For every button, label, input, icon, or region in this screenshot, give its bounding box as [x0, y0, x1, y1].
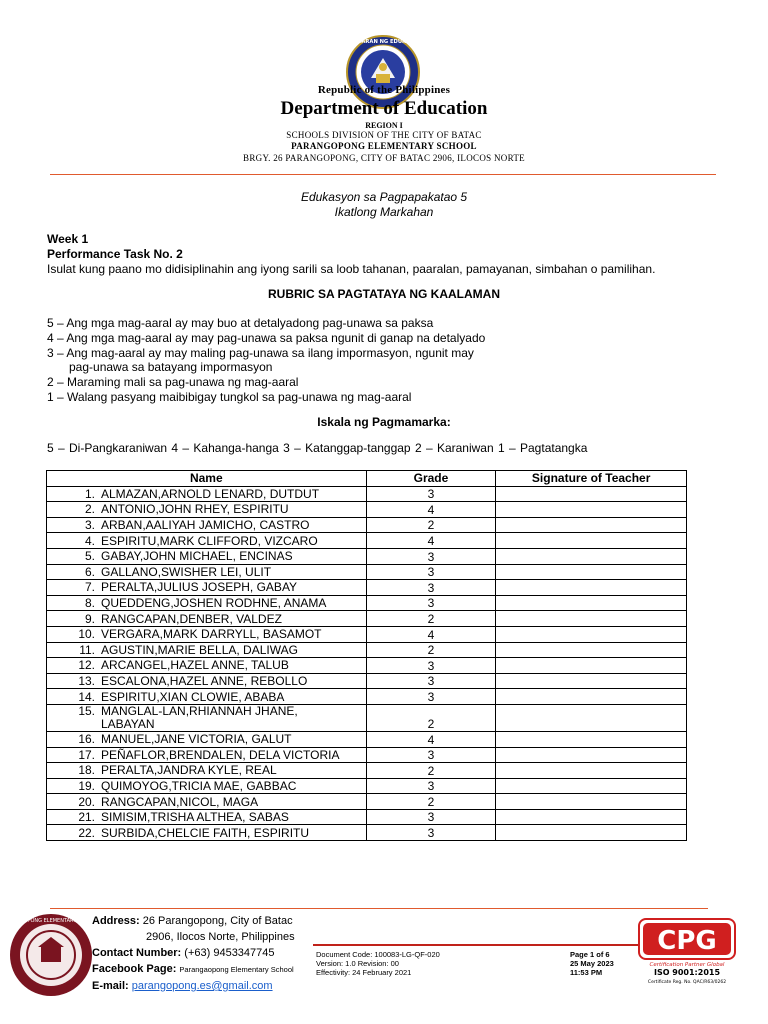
- row-number: 12.: [78, 658, 95, 673]
- row-number: 8.: [84, 596, 95, 611]
- grade-cell: 2: [366, 763, 496, 779]
- student-name: SURBIDA,CHELCIE FAITH, ESPIRITU: [101, 825, 310, 840]
- table-row: [47, 704, 687, 731]
- signature-cell: [496, 763, 687, 779]
- row-number: 20.: [78, 794, 95, 809]
- region-line: REGION I: [365, 121, 403, 130]
- table-row: [47, 778, 687, 794]
- student-name-continued: LABAYAN: [101, 716, 155, 731]
- signature-cell: [496, 689, 687, 705]
- row-number: 5.: [84, 549, 95, 564]
- table-row: [47, 658, 687, 674]
- grade-cell: 3: [366, 580, 496, 596]
- student-name: ALMAZAN,ARNOLD LENARD, DUTDUT: [101, 486, 320, 501]
- table-row: [47, 809, 687, 825]
- row-number: 16.: [78, 732, 95, 747]
- student-name-cell: [47, 731, 367, 747]
- rubric-title: RUBRIC SA PAGTATAYA NG KAALAMAN: [267, 287, 500, 301]
- row-number: 7.: [84, 580, 95, 595]
- student-name: VERGARA,MARK DARRYLL, BASAMOT: [101, 627, 322, 642]
- rubric-line: 1 – Walang pasyang maibibigay tungkol sa pag-unawa ng mag-aaral: [47, 389, 412, 404]
- cpg-caption: Certification Partner Global: [649, 962, 725, 968]
- table-row: [47, 794, 687, 810]
- table-row: [47, 689, 687, 705]
- footer-contact: [92, 913, 295, 994]
- row-number: 11.: [79, 642, 95, 657]
- student-name: GALLANO,SWISHER LEI, ULIT: [101, 564, 272, 579]
- task-instruction: Isulat kung paano mo didisiplinahin ang iyong sarili sa loob tahanan, paaralan, pamayanan, simbahan o pamilihan.: [47, 262, 656, 276]
- grade-cell: 3: [366, 564, 496, 580]
- table-row: [47, 548, 687, 564]
- grade-cell: 4: [366, 502, 496, 518]
- signature-cell: [496, 642, 687, 658]
- rubric-line: 2 – Maraming mali sa pag-unawa ng mag-aaral: [47, 375, 299, 390]
- signature-cell: [496, 611, 687, 627]
- student-name: PERALTA,JULIUS JOSEPH, GABAY: [101, 580, 298, 595]
- student-name: SIMISIM,TRISHA ALTHEA, SABAS: [101, 810, 289, 825]
- row-number: 17.: [78, 747, 95, 762]
- document-version: Version: 1.0 Revision: 00: [316, 959, 399, 968]
- signature-cell: [496, 809, 687, 825]
- signature-cell: [496, 704, 687, 731]
- grade-cell: 3: [366, 673, 496, 689]
- scale-title: Iskala ng Pagmamarka:: [317, 415, 451, 429]
- row-number: 6.: [84, 564, 95, 579]
- table-header-row: [47, 471, 687, 487]
- row-number: 14.: [78, 689, 95, 704]
- school-logo: [3, 912, 99, 998]
- signature-cell: [496, 548, 687, 564]
- student-name-cell: [47, 825, 367, 841]
- facebook-page: Parangaopong Elementary School: [179, 965, 294, 974]
- signature-cell: [496, 502, 687, 518]
- grade-cell: 3: [366, 548, 496, 564]
- rubric-list: [47, 316, 485, 405]
- signature-cell: [496, 794, 687, 810]
- table-row: [47, 642, 687, 658]
- student-name: MANUEL,JANE VICTORIA, GALUT: [101, 732, 292, 747]
- grade-cell: 3: [366, 658, 496, 674]
- student-name-cell: [47, 704, 367, 731]
- student-name: ARBAN,AALIYAH JAMICHO, CASTRO: [101, 518, 310, 533]
- cpg-certification-logo: [638, 918, 736, 986]
- header-signature: Signature of Teacher: [496, 471, 687, 487]
- grade-cell: 2: [366, 704, 496, 731]
- signature-cell: [496, 564, 687, 580]
- student-name-cell: [47, 564, 367, 580]
- signature-cell: [496, 533, 687, 549]
- grade-cell: 4: [366, 731, 496, 747]
- grade-cell: 2: [366, 642, 496, 658]
- grade-cell: 2: [366, 794, 496, 810]
- student-name-cell: [47, 502, 367, 518]
- student-name-cell: [47, 533, 367, 549]
- table-row: [47, 486, 687, 502]
- student-name-cell: [47, 658, 367, 674]
- grade-cell: 4: [366, 533, 496, 549]
- student-name: PERALTA,JANDRA KYLE, REAL: [101, 763, 277, 778]
- table-row: [47, 747, 687, 763]
- header-divider: [50, 174, 716, 175]
- school-address: BRGY. 26 PARANGOPONG, CITY OF BATAC 2906, ILOCOS NORTE: [243, 153, 525, 163]
- rubric-line: pag-unawa sa batayang impormasyon: [69, 360, 273, 375]
- signature-cell: [496, 778, 687, 794]
- print-time: 11:53 PM: [570, 968, 603, 977]
- grade-cell: 4: [366, 626, 496, 642]
- rubric-line: 4 – Ang mga mag-aaral ay may pag-unawa sa paksa ngunit di ganap na detalyado: [47, 330, 486, 345]
- row-number: 1.: [84, 486, 95, 501]
- signature-cell: [496, 595, 687, 611]
- grade-cell: 2: [366, 517, 496, 533]
- republic-line: Republic of the Philippines: [317, 84, 451, 96]
- grade-cell: 3: [366, 689, 496, 705]
- page-number: Page 1 of 6: [570, 950, 610, 959]
- table-row: [47, 564, 687, 580]
- student-name-cell: [47, 642, 367, 658]
- table-row: [47, 580, 687, 596]
- signature-cell: [496, 825, 687, 841]
- school-logo-text: PARANGOPONG ELEMENTARY SCHOOL: [3, 918, 99, 924]
- row-number: 10.: [78, 627, 95, 642]
- signature-cell: [496, 486, 687, 502]
- grade-cell: 3: [366, 595, 496, 611]
- seal-text: KAGAWARAN NG EDUKASYON: [339, 39, 427, 45]
- grade-cell: 3: [366, 809, 496, 825]
- student-name-cell: [47, 809, 367, 825]
- student-name: ANTONIO,JOHN RHEY, ESPIRITU: [101, 502, 289, 517]
- document-effectivity: Effectivity: 24 February 2021: [316, 968, 412, 977]
- week-label: Week 1: [47, 232, 89, 246]
- student-name: RANGCAPAN,DENBER, VALDEZ: [101, 611, 282, 626]
- address-label: Address:: [92, 915, 140, 927]
- table-row: [47, 763, 687, 779]
- division-line: SCHOOLS DIVISION OF THE CITY OF BATAC: [286, 130, 482, 140]
- signature-cell: [496, 747, 687, 763]
- iso-label: ISO 9001:2015: [653, 968, 721, 977]
- student-name: RANGCAPAN,NICOL, MAGA: [101, 794, 259, 809]
- student-name-cell: [47, 673, 367, 689]
- student-name: QUIMOYOG,TRICIA MAE, GABBAC: [101, 778, 297, 793]
- table-row: [47, 502, 687, 518]
- document-info: [316, 950, 440, 977]
- signature-cell: [496, 580, 687, 596]
- table-row: [47, 673, 687, 689]
- contact-label: Contact Number:: [92, 947, 182, 959]
- grade-cell: 3: [366, 778, 496, 794]
- page-info: [570, 950, 614, 977]
- school-name: PARANGOPONG ELEMENTARY SCHOOL: [291, 141, 477, 151]
- signature-cell: [496, 517, 687, 533]
- row-number: 3.: [84, 518, 95, 533]
- student-name: GABAY,JOHN MICHAEL, ENCINAS: [101, 549, 293, 564]
- student-name: ESCALONA,HAZEL ANNE, REBOLLO: [101, 674, 308, 689]
- student-name-cell: [47, 595, 367, 611]
- student-name-cell: [47, 611, 367, 627]
- student-name-cell: [47, 626, 367, 642]
- scale-legend: 5 – Di-Pangkaraniwan 4 – Kahanga-hanga 3 – Katanggap-tanggap 2 – Karaniwan 1 – Pagtatangka: [47, 441, 588, 455]
- grade-cell: 2: [366, 611, 496, 627]
- table-row: [47, 611, 687, 627]
- student-name-cell: [47, 548, 367, 564]
- signature-cell: [496, 673, 687, 689]
- subject-title: Edukasyon sa Pagpapakatao 5: [300, 190, 468, 204]
- student-name: PEÑAFLOR,BRENDALEN, DELA VICTORIA: [101, 747, 340, 762]
- student-name-cell: [47, 486, 367, 502]
- table-row: [47, 517, 687, 533]
- grade-cell: 3: [366, 747, 496, 763]
- table-row: [47, 595, 687, 611]
- student-name: MANGLAL-LAN,RHIANNAH JHANE,: [101, 703, 298, 718]
- row-number: 2.: [84, 502, 95, 517]
- grade-cell: 3: [366, 486, 496, 502]
- student-name-cell: [47, 778, 367, 794]
- table-row: [47, 825, 687, 841]
- row-number: 15.: [78, 703, 95, 718]
- rubric-line: 5 – Ang mga mag-aaral ay may buo at detalyadong pag-unawa sa paksa: [47, 316, 434, 330]
- signature-cell: [496, 626, 687, 642]
- student-name-cell: [47, 580, 367, 596]
- row-number: 4.: [84, 533, 95, 548]
- footer-divider: [50, 908, 708, 909]
- document-code: Document Code: 100083-LG-QF-020: [316, 950, 440, 959]
- performance-task-label: Performance Task No. 2: [47, 247, 183, 261]
- row-number: 22.: [78, 825, 95, 840]
- quarter-label: Ikatlong Markahan: [334, 205, 434, 219]
- student-name-cell: [47, 763, 367, 779]
- student-name-cell: [47, 689, 367, 705]
- department-title: Department of Education: [280, 98, 488, 119]
- cpg-cert-number: Certificate Reg. No. QAC/R63/0262: [647, 980, 727, 985]
- header-name: Name: [47, 471, 367, 487]
- print-date: 25 May 2023: [570, 959, 614, 968]
- address-line1: 26 Parangopong, City of Batac: [142, 915, 293, 927]
- student-name: ARCANGEL,HAZEL ANNE, TALUB: [101, 658, 289, 673]
- document-info-bar: [313, 944, 644, 946]
- row-number: 19.: [78, 778, 95, 793]
- cpg-logo-text: CPG: [657, 926, 717, 956]
- table-row: [47, 533, 687, 549]
- row-number: 9.: [84, 611, 95, 626]
- row-number: 13.: [78, 674, 95, 689]
- table-row: [47, 626, 687, 642]
- row-number: 18.: [78, 763, 95, 778]
- student-name: AGUSTIN,MARIE BELLA, DALIWAG: [101, 642, 298, 657]
- row-number: 21.: [78, 810, 95, 825]
- rubric-line: 3 – Ang mag-aaral ay may maling pag-unawa sa ilang impormasyon, ngunit may: [47, 345, 474, 360]
- address-line2: 2906, Ilocos Norte, Philippines: [146, 931, 295, 943]
- student-name: ESPIRITU,MARK CLIFFORD, VIZCARO: [101, 533, 318, 548]
- table-row: [47, 731, 687, 747]
- grade-cell: 3: [366, 825, 496, 841]
- email-link[interactable]: parangopong.es@gmail.com: [131, 980, 273, 992]
- grades-table: [46, 470, 687, 841]
- student-name-cell: [47, 517, 367, 533]
- student-name: ESPIRITU,XIAN CLOWIE, ABABA: [101, 689, 285, 704]
- facebook-label: Facebook Page:: [92, 963, 177, 975]
- student-name: QUEDDENG,JOSHEN RODHNE, ANAMA: [101, 596, 327, 611]
- email-label: E-mail:: [92, 980, 129, 992]
- student-name-cell: [47, 794, 367, 810]
- student-name-cell: [47, 747, 367, 763]
- signature-cell: [496, 731, 687, 747]
- signature-cell: [496, 658, 687, 674]
- header-grade: Grade: [366, 471, 496, 487]
- contact-number: (+63) 9453347745: [184, 947, 275, 959]
